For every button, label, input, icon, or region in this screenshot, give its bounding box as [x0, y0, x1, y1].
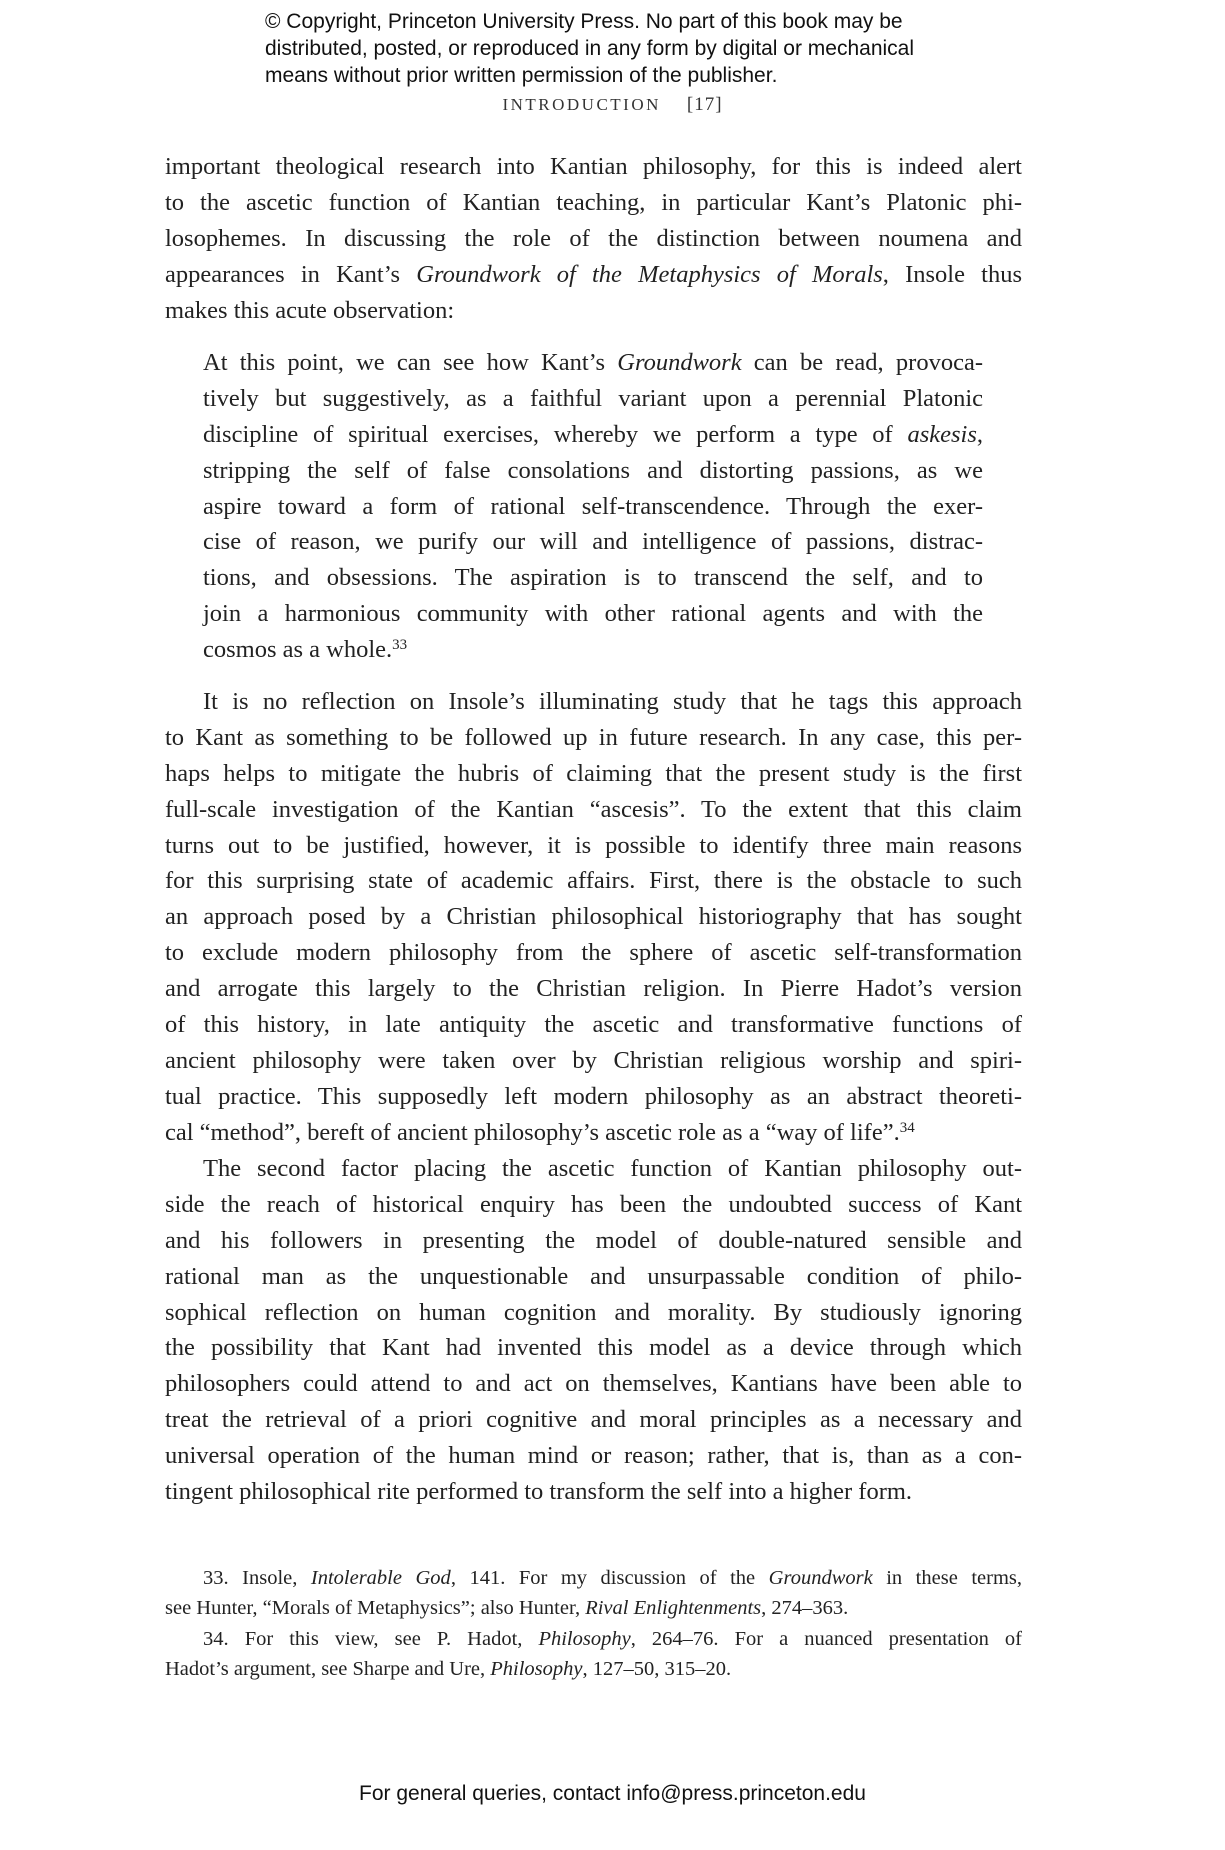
text-run: rational man as the unquestionable and unsurpassable condition of philo- [165, 1262, 1022, 1290]
text-line [165, 1330, 1022, 1366]
text-run: to the ascetic function of Kantian teaching, in particular Kant’s Platonic phi- [165, 188, 1022, 216]
text-line [165, 221, 1022, 257]
text-run: turns out to be justified, however, it is possible to identify three main reasons [165, 831, 1022, 859]
text-run: stripping the self of false consolations and distorting passions, as we [203, 456, 983, 484]
text-run: to exclude modern philosophy from the sphere of ascetic self-transformation [165, 939, 1022, 967]
text-line [165, 899, 1022, 935]
text-run: philosophers could attend to and act on themselves, Kantians have been able to [165, 1370, 1022, 1398]
text-run: , 264–76. For a nuanced presentation of [630, 1627, 1022, 1650]
text-line [165, 1654, 1022, 1684]
text-run: makes this acute observation: [165, 296, 455, 324]
text-run: The second factor placing the ascetic function of Kantian philosophy out- [203, 1155, 1022, 1182]
text-run: sophical reflection on human cognition and morality. By studiously ignoring [165, 1298, 1022, 1326]
italic-text: Groundwork [617, 349, 742, 376]
text-run: tual practice. This supposedly left modern philosophy as an abstract theoreti- [165, 1082, 1022, 1110]
text-run: At this point, we can see how Kant’s [203, 349, 618, 376]
paragraph-second-factor [165, 1151, 1022, 1510]
paragraph-insole [165, 684, 1022, 1151]
text-run: and his followers in presenting the model of double-natured sensible and [165, 1226, 1022, 1254]
text-run: losophemes. In discussing the role of the distinction between noumena and [165, 224, 1022, 252]
text-run: the possibility that Kant had invented this model as a device through which [165, 1334, 1022, 1362]
text-line [165, 1563, 1022, 1593]
text-line [165, 1043, 1022, 1079]
text-line [165, 1151, 1022, 1187]
text-line [165, 149, 1022, 185]
copyright-line: means without prior written permission of the publisher. [265, 64, 778, 87]
paragraph-intro [165, 149, 1022, 328]
text-line [165, 1366, 1022, 1402]
text-run: It is no reflection on Insole’s illuminating study that he tags this approach [203, 688, 1022, 715]
text-line [165, 1402, 1022, 1438]
text-run: tions, and obsessions. The aspiration is to transcend the self, and to [203, 564, 983, 592]
text-run: 34. For this view, see P. Hadot, [203, 1627, 539, 1650]
copyright-notice [265, 8, 914, 89]
text-line [165, 1474, 1022, 1510]
copyright-line: © Copyright, Princeton University Press. No part of this book may be [265, 10, 903, 33]
text-run: Hadot’s argument, see Sharpe and Ure, [165, 1657, 491, 1680]
text-run: universal operation of the human mind or reason; rather, that is, than as a con- [165, 1442, 1022, 1470]
text-run: see Hunter, “Morals of Metaphysics”; also Hunter, [165, 1597, 586, 1620]
italic-text: askesis [907, 420, 977, 448]
text-run: cal “method”, bereft of ancient philosophy’s ascetic role as a “way of life”. [165, 1118, 900, 1146]
footnote-ref[interactable]: 33 [392, 637, 408, 654]
text-line [165, 1223, 1022, 1259]
text-run: treat the retrieval of a priori cognitive and moral principles as a necessary and [165, 1406, 1022, 1434]
text-run: , 274–363. [761, 1597, 849, 1620]
text-run: , 127–50, 315–20. [582, 1657, 732, 1680]
text-line [165, 971, 1022, 1007]
text-run: tively but suggestively, as a faithful variant upon a perennial Platonic [203, 384, 983, 412]
text-run: of this history, in late antiquity the ascetic and transformative functions of [165, 1011, 1022, 1039]
text-line [165, 756, 1022, 792]
text-run: to Kant as something to be followed up in future research. In any case, this per- [165, 723, 1022, 751]
running-head [0, 94, 1225, 116]
text-run: cosmos as a whole. [203, 636, 393, 664]
text-run: tingent philosophical rite performed to transform the self into a higher form. [165, 1478, 913, 1506]
text-run: important theological research into Kantian philosophy, for this is indeed alert [165, 153, 1022, 180]
text-run: ancient philosophy were taken over by Christian religious worship and spiri- [165, 1046, 1022, 1074]
text-line [165, 684, 1022, 720]
italic-text: Philosophy [490, 1657, 583, 1680]
footnotes [165, 1563, 1022, 1684]
text-line [165, 1115, 1022, 1151]
italic-text: Philosophy [538, 1627, 631, 1650]
text-line [165, 1007, 1022, 1043]
text-run: and arrogate this largely to the Christian religion. In Pierre Hadot’s version [165, 975, 1022, 1003]
text-line [203, 417, 983, 453]
text-run: cise of reason, we purify our will and intelligence of passions, distrac- [203, 528, 983, 556]
italic-text: Groundwork of the Metaphysics of Morals [416, 260, 883, 288]
text-run: aspire toward a form of rational self-transcendence. Through the exer- [203, 492, 983, 520]
text-line [165, 185, 1022, 221]
text-line [203, 596, 983, 632]
text-line [165, 1438, 1022, 1474]
text-run: in these terms, [872, 1567, 1022, 1589]
page-number: [17] [686, 94, 723, 115]
text-line [165, 1187, 1022, 1223]
text-line [203, 453, 983, 489]
italic-text: Intolerable God [310, 1567, 451, 1589]
text-run: appearances in Kant’s [165, 260, 417, 288]
text-line [165, 1624, 1022, 1654]
text-line [165, 828, 1022, 864]
text-run: , [976, 420, 983, 448]
text-line [203, 524, 983, 560]
text-line [203, 489, 983, 525]
text-line [165, 1079, 1022, 1115]
text-run: discipline of spiritual exercises, whereby we perform a type of [203, 420, 908, 448]
italic-text: Groundwork [768, 1567, 873, 1589]
text-line [165, 1295, 1022, 1331]
text-run: can be read, provoca- [741, 349, 983, 376]
italic-text: Rival Enlightenments [585, 1597, 762, 1620]
text-line [165, 792, 1022, 828]
text-run: , Insole thus [882, 260, 1022, 288]
text-line [165, 863, 1022, 899]
text-run: , 141. For my discussion of the [450, 1567, 769, 1589]
text-run: an approach posed by a Christian philosophical historiography that has sought [165, 903, 1022, 931]
text-run: haps helps to mitigate the hubris of claiming that the present study is the first [165, 759, 1022, 787]
text-line [165, 720, 1022, 756]
text-run: join a harmonious community with other rational agents and with the [203, 600, 983, 628]
text-line [203, 632, 983, 668]
text-line [165, 257, 1022, 293]
text-line [203, 560, 983, 596]
footer-contact: For general queries, contact info@press.princeton.edu [359, 1782, 866, 1805]
footnote-ref[interactable]: 34 [899, 1119, 915, 1136]
running-head-title: INTRODUCTION [502, 95, 661, 114]
text-run: for this surprising state of academic affairs. First, there is the obstacle to such [165, 867, 1022, 895]
text-line [203, 345, 983, 381]
text-line [165, 1593, 1022, 1623]
text-run: full-scale investigation of the Kantian “ascesis”. To the extent that this claim [165, 795, 1022, 823]
text-line [165, 293, 1022, 329]
text-line [165, 935, 1022, 971]
text-line [203, 381, 983, 417]
text-run: side the reach of historical enquiry has been the undoubted success of Kant [165, 1190, 1022, 1218]
footnote [165, 1624, 1022, 1685]
footnote [165, 1563, 1022, 1624]
block-quote [203, 345, 983, 668]
text-run: 33. Insole, [203, 1567, 311, 1589]
text-line [165, 1259, 1022, 1295]
copyright-line: distributed, posted, or reproduced in any form by digital or mechanical [265, 37, 915, 60]
